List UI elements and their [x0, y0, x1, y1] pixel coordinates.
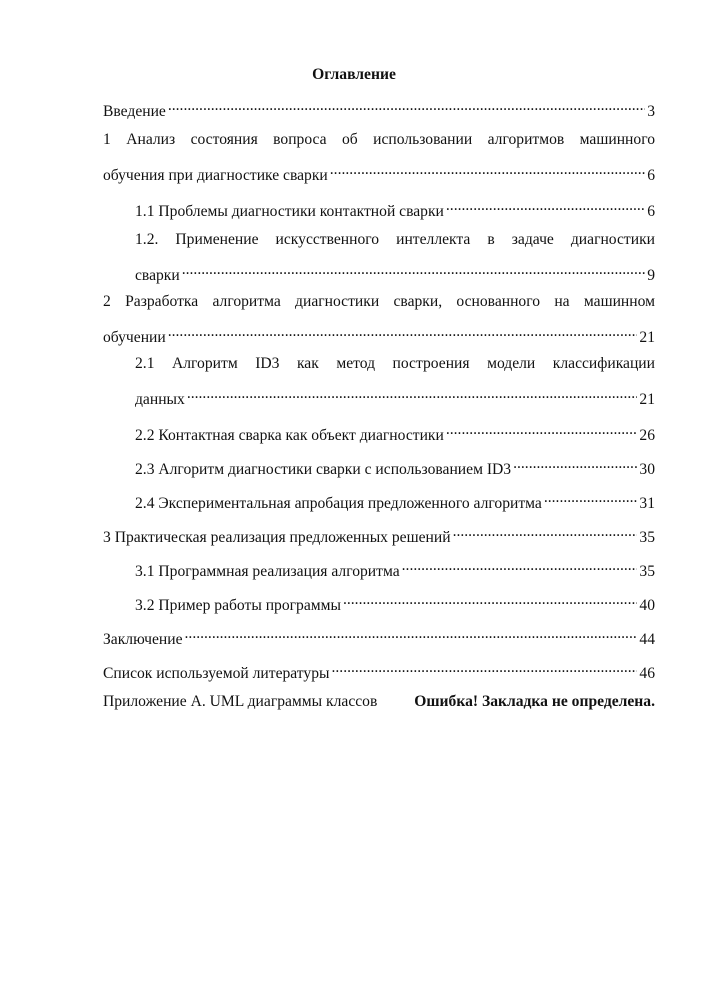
toc-entry-label-line-1: 1 Анализ состояния вопроса об использовании алгоритмов машинного	[103, 131, 655, 148]
leader-dots	[182, 260, 645, 280]
toc-entry-label-line-2: обучении	[103, 329, 166, 346]
leader-dots	[544, 488, 638, 508]
toc-entry-section-3-2[interactable]	[135, 590, 655, 614]
toc-page-number: 3	[647, 103, 655, 120]
toc-entry-section-1-1[interactable]	[135, 196, 655, 220]
toc-entry-label: 3.1 Программная реализация алгоритма	[135, 563, 400, 580]
toc-title: Оглавление	[312, 66, 396, 83]
toc-page-number: 44	[639, 631, 655, 648]
bookmark-error-text: Ошибка! Закладка не определена.	[414, 693, 655, 710]
leader-dots	[446, 196, 645, 216]
leader-dots	[185, 624, 638, 644]
toc-entry-label-line-2: данных	[135, 391, 185, 408]
toc-entry-label: Введение	[103, 103, 166, 120]
toc-entry-label: Приложение А. UML диаграммы классов	[103, 693, 378, 710]
toc-entry-label-line-1: 2.1 Алгоритм ID3 как метод построения модели классификации	[135, 355, 655, 372]
toc-entry-conclusion[interactable]	[103, 624, 655, 648]
toc-entry-chapter-3[interactable]	[103, 522, 655, 546]
toc-page-number: 6	[647, 167, 655, 184]
toc-entry-section-2-3[interactable]	[135, 454, 655, 478]
toc-entry-chapter-2[interactable]	[103, 292, 655, 346]
toc-entry-label-line-1: 1.2. Применение искусственного интеллекта в задаче диагностики	[135, 231, 655, 248]
toc-page-number: 6	[647, 203, 655, 220]
toc-entry-label: Список используемой литературы	[103, 665, 330, 682]
toc-page-number: 40	[639, 597, 655, 614]
toc-page-number: 9	[647, 267, 655, 284]
toc-page-number: 30	[639, 461, 655, 478]
toc-entry-label-line-1: 2 Разработка алгоритма диагностики сварки, основанного на машинном	[103, 293, 655, 310]
toc-entry-label: 3 Практическая реализация предложенных решений	[103, 529, 451, 546]
toc-entry-label: 2.3 Алгоритм диагностики сварки с использованием ID3	[135, 461, 512, 478]
toc-entry-label: Заключение	[103, 631, 183, 648]
toc-page-number: 35	[639, 529, 655, 546]
leader-dots	[453, 522, 638, 542]
toc-page-number: 26	[639, 427, 655, 444]
toc-entry-label: 1.1 Проблемы диагностики контактной сварки	[135, 203, 444, 220]
leader-dots	[402, 556, 638, 576]
toc-page-number: 21	[639, 329, 655, 346]
leader-dots	[332, 658, 638, 678]
toc-entry-section-2-4[interactable]	[135, 488, 655, 512]
toc-entry-label-line-2: сварки	[135, 267, 180, 284]
leader-dots	[343, 590, 637, 610]
toc-entry-chapter-1[interactable]	[103, 130, 655, 184]
leader-dots	[513, 454, 637, 474]
toc-entry-section-2-1[interactable]	[135, 354, 655, 408]
toc-entry-section-2-2[interactable]	[135, 420, 655, 444]
toc-page-number: 46	[639, 665, 655, 682]
toc-entry-intro[interactable]	[103, 96, 655, 120]
toc-page-number: 31	[639, 495, 655, 512]
toc-entry-appendix[interactable]	[103, 692, 655, 712]
toc-entry-label: 3.2 Пример работы программы	[135, 597, 341, 614]
leader-dots	[187, 384, 638, 404]
toc-entry-section-3-1[interactable]	[135, 556, 655, 580]
toc-entry-label-line-2: обучения при диагностике сварки	[103, 167, 328, 184]
toc-page-number: 35	[639, 563, 655, 580]
leader-dots	[168, 322, 638, 342]
leader-dots	[168, 96, 645, 116]
toc-entry-section-1-2[interactable]	[135, 230, 655, 284]
toc-entry-references[interactable]	[103, 658, 655, 682]
toc-entry-label: 2.2 Контактная сварка как объект диагностики	[135, 427, 444, 444]
toc-page-number: 21	[639, 391, 655, 408]
leader-dots	[330, 160, 645, 180]
leader-dots	[446, 420, 638, 440]
toc-entry-label: 2.4 Экспериментальная апробация предложенного алгоритма	[135, 495, 542, 512]
